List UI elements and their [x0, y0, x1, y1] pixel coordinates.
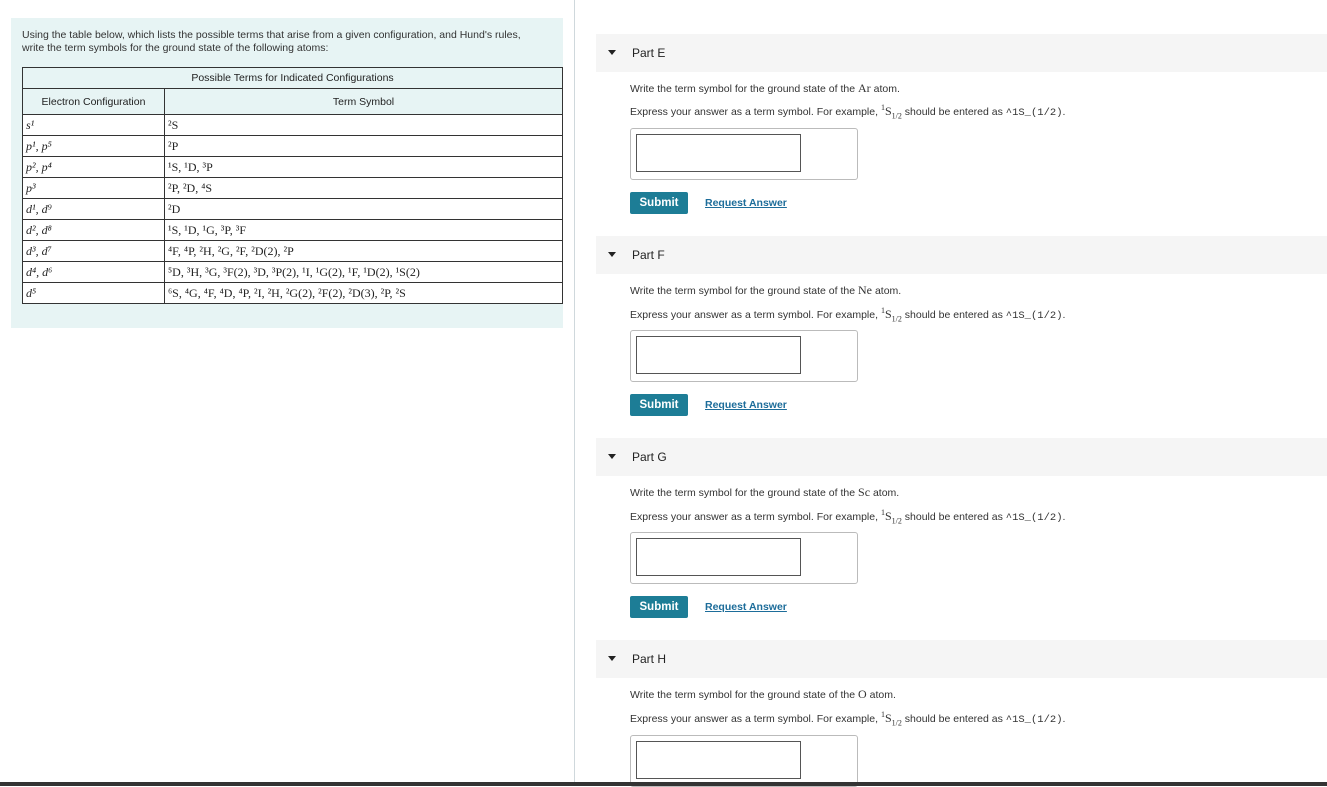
answer-container	[630, 330, 858, 382]
question-prompt: Write the term symbol for the ground state of the Sc atom.	[630, 485, 900, 499]
config-cell: p², p⁴	[23, 157, 165, 178]
part-title: Part G	[632, 450, 667, 464]
column-header-config: Electron Configuration	[23, 89, 165, 115]
term-cell: ²P	[165, 136, 563, 157]
submit-button[interactable]: Submit	[630, 596, 688, 618]
example-term-symbol: $^1S_{1/2}$	[880, 103, 902, 121]
answer-input[interactable]	[636, 336, 801, 374]
question-prompt: Write the term symbol for the ground state of the O atom.	[630, 687, 896, 701]
table-row	[23, 199, 563, 220]
term-cell: ¹S, ¹D, ¹G, ³P, ³F	[165, 220, 563, 241]
term-cell: ²S	[165, 115, 563, 136]
config-table-panel	[11, 18, 563, 328]
panel-divider	[574, 0, 575, 786]
answer-format-hint: Express your answer as a term symbol. For example, $^1S_{1/2}$ should be entered as ^1S_(1/2).	[630, 710, 1066, 728]
term-cell: ²P, ²D, ⁴S	[165, 178, 563, 199]
part-g-header[interactable]	[596, 438, 1327, 476]
term-cell: ²D	[165, 199, 563, 220]
term-cell: ⁴F, ⁴P, ²H, ²G, ²F, ²D(2), ²P	[165, 241, 563, 262]
answer-format-hint: Express your answer as a term symbol. For example, $^1S_{1/2}$ should be entered as ^1S_(1/2).	[630, 508, 1066, 526]
term-cell: ¹S, ¹D, ³P	[165, 157, 563, 178]
terms-table	[22, 67, 563, 304]
config-cell: d⁵	[23, 283, 165, 304]
answer-input[interactable]	[636, 538, 801, 576]
part-title: Part H	[632, 652, 667, 666]
column-header-term: Term Symbol	[165, 89, 563, 115]
atom-symbol: Ar	[858, 81, 871, 95]
answer-input[interactable]	[636, 741, 801, 779]
answer-container	[630, 128, 858, 180]
table-row	[23, 157, 563, 178]
term-cell: ⁶S, ⁴G, ⁴F, ⁴D, ⁴P, ²I, ²H, ²G(2), ²F(2), ²D(3), ²P, ²S	[165, 283, 563, 304]
part-e-header[interactable]	[596, 34, 1327, 72]
answer-input[interactable]	[636, 134, 801, 172]
answer-format-hint: Express your answer as a term symbol. For example, $^1S_{1/2}$ should be entered as ^1S_(1/2).	[630, 306, 1066, 324]
table-row	[23, 220, 563, 241]
part-h-header[interactable]	[596, 640, 1327, 678]
config-cell: d⁴, d⁶	[23, 262, 165, 283]
question-prompt: Write the term symbol for the ground state of the Ne atom.	[630, 283, 902, 297]
table-caption: Possible Terms for Indicated Configurations	[23, 68, 563, 89]
request-answer-link[interactable]: Request Answer	[705, 399, 787, 411]
config-cell: d³, d⁷	[23, 241, 165, 262]
request-answer-link[interactable]: Request Answer	[705, 601, 787, 613]
part-title: Part F	[632, 248, 665, 262]
table-row	[23, 283, 563, 304]
table-row	[23, 136, 563, 157]
table-row	[23, 241, 563, 262]
collapse-caret-icon[interactable]	[608, 656, 616, 661]
atom-symbol: O	[858, 687, 867, 701]
intro-text	[22, 29, 552, 54]
example-term-symbol: $^1S_{1/2}$	[880, 710, 902, 728]
term-cell: ⁵D, ³H, ³G, ³F(2), ³D, ³P(2), ¹I, ¹G(2), ¹F, ¹D(2), ¹S(2)	[165, 262, 563, 283]
submit-button[interactable]: Submit	[630, 192, 688, 214]
table-row	[23, 262, 563, 283]
answer-container	[630, 532, 858, 584]
answer-container	[630, 735, 858, 787]
collapse-caret-icon[interactable]	[608, 50, 616, 55]
table-row	[23, 178, 563, 199]
request-answer-link[interactable]: Request Answer	[705, 197, 787, 209]
config-cell: d², d⁸	[23, 220, 165, 241]
part-title: Part E	[632, 46, 666, 60]
answer-format-hint: Express your answer as a term symbol. For example, $^1S_{1/2}$ should be entered as ^1S_(1/2).	[630, 103, 1066, 121]
config-cell: s¹	[23, 115, 165, 136]
config-cell: p³	[23, 178, 165, 199]
intro-line-1: Using the table below, which lists the possible terms that arise from a given configuration, and Hund's rules,	[22, 29, 521, 41]
atom-symbol: Sc	[858, 485, 871, 499]
collapse-caret-icon[interactable]	[608, 252, 616, 257]
atom-symbol: Ne	[858, 283, 873, 297]
question-prompt: Write the term symbol for the ground state of the Ar atom.	[630, 81, 900, 95]
example-term-symbol: $^1S_{1/2}$	[880, 508, 902, 526]
intro-line-2: write the term symbols for the ground state of the following atoms:	[22, 41, 329, 54]
table-row	[23, 115, 563, 136]
bottom-scrollbar[interactable]	[0, 782, 1327, 786]
submit-button[interactable]: Submit	[630, 394, 688, 416]
collapse-caret-icon[interactable]	[608, 454, 616, 459]
part-f-header[interactable]	[596, 236, 1327, 274]
config-cell: d¹, d⁹	[23, 199, 165, 220]
example-term-symbol: $^1S_{1/2}$	[880, 306, 902, 324]
config-cell: p¹, p⁵	[23, 136, 165, 157]
